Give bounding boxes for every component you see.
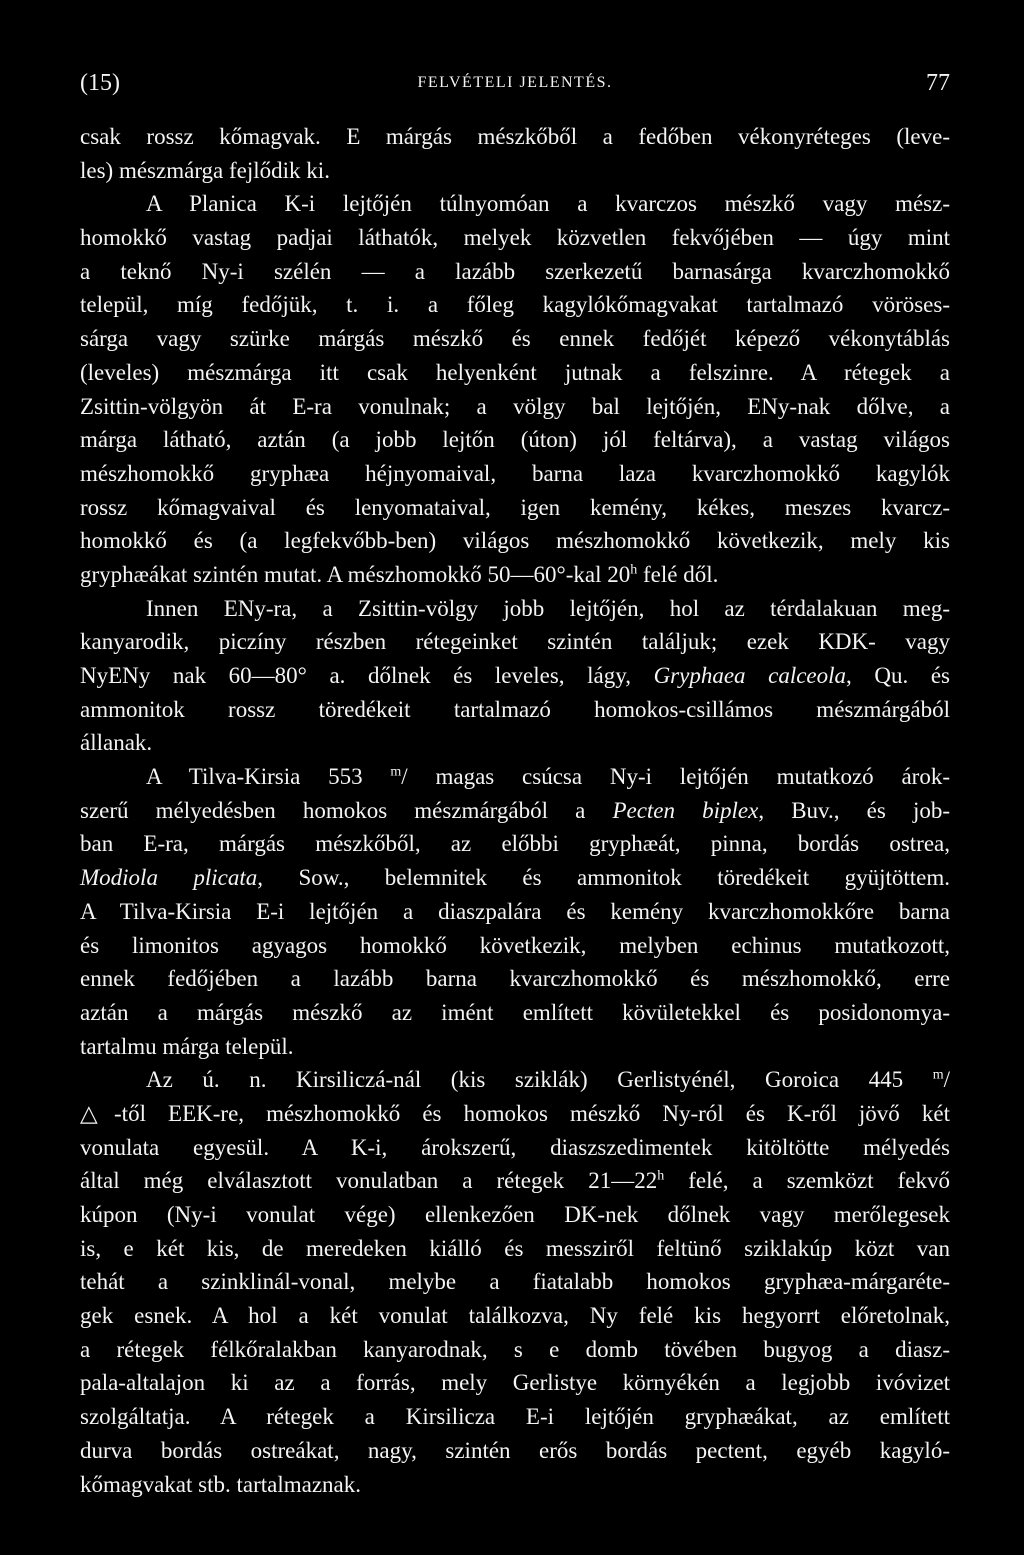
text-line (80, 1265, 950, 1299)
text-line (80, 288, 950, 322)
text-run: les) mészmárga fejlődik ki. (80, 157, 330, 183)
text-run: és limonitos agyagos homokkő következik, melyben echinus mutatkozott, (80, 932, 950, 958)
text-line (80, 322, 950, 356)
running-title: FELVÉTELI JELENTÉS. (417, 74, 613, 91)
text-line (80, 625, 950, 659)
text-run: kőmagvakat stb. tartalmaznak. (80, 1471, 362, 1497)
text-run: homokkő vastag padjai láthatók, melyek közvetlen fekvőjében — úgy mint (80, 225, 950, 251)
text-run: települ, míg fedőjük, t. i. a főleg kagylókőmagvakat tartalmazó vöröses- (80, 292, 950, 318)
superscript: m (932, 1067, 944, 1083)
text-run: , Buv., és job- (758, 797, 951, 823)
text-run: állanak. (80, 730, 153, 756)
text-line (80, 1131, 950, 1165)
text-line (80, 659, 950, 693)
text-run: △-től EEK-re, mészhomokkő és homokos mészkő Ny-ról és K-ről jövő két (80, 1100, 950, 1126)
text-line (80, 524, 950, 558)
text-run: durva bordás ostreákat, nagy, szintén erős bordás pectent, egyéb kagyló- (80, 1437, 950, 1463)
text-run: pala-altalajon ki az a forrás, mely Gerlistye környékén a legjobb ivóvizet (80, 1370, 950, 1396)
text-run: Innen ENy-ra, a Zsittin-völgy jobb lejtőjén, hol az térdalakuan meg- (146, 595, 950, 621)
text-run: NyENy nak 60—80° a. dőlnek és leveles, lágy, (80, 663, 654, 688)
text-run: gryphæákat szintén mutat. A mészhomokkő 50—60°-kal 20 (80, 561, 631, 587)
text-line (80, 827, 950, 861)
text-run: A Tilva-Kirsia E-i lejtőjén a diaszpalára és kemény kvarczhomokkőre barna (80, 898, 950, 924)
text-line (80, 996, 950, 1030)
text-run: A Planica K-i lejtőjén túlnyomóan a kvarczos mészkő vagy mész- (146, 191, 950, 217)
text-run: tehát a szinklinál-vonal, melybe a fiatalabb homokos gryphæa-márgaréte- (80, 1269, 950, 1295)
page-section-number: (15) (80, 70, 120, 96)
text-run: szerű mélyedésben homokos mészmárgából a (80, 797, 613, 823)
text-run: felé, a szemközt fekvő (664, 1168, 950, 1194)
text-line (80, 760, 950, 794)
text-run: (leveles) mészmárga itt csak helyenként jutnak a felszinre. A rétegek a (80, 359, 950, 385)
text-line (80, 390, 950, 424)
text-run: / (943, 1067, 950, 1093)
text-line (80, 558, 950, 592)
text-line (80, 693, 950, 727)
text-run: gek esnek. A hol a két vonulat találkozva, Ny felé kis hegyorrt előretolnak, (80, 1303, 950, 1329)
text-run: tartalmu márga települ. (80, 1033, 294, 1059)
text-line (80, 1097, 950, 1131)
text-line (80, 1400, 950, 1434)
text-line (80, 962, 950, 996)
text-run: Az ú. n. Kirsiliczá-nál (kis sziklák) Gerlistyénél, Goroica 445 (146, 1067, 933, 1093)
text-run: vonulata egyesül. A K-i, árokszerű, diaszszedimentek kitöltötte mélyedés (80, 1134, 950, 1160)
text-run: szolgáltatja. A rétegek a Kirsilicza E-i lejtőjén gryphæákat, az említett (80, 1404, 950, 1430)
text-line (80, 457, 950, 491)
text-run: ban E-ra, márgás mészkőből, az előbbi gryphæát, pinna, bordás ostrea, (80, 831, 950, 857)
text-line (80, 1063, 950, 1097)
text-run: ammonitok rossz töredékeit tartalmazó homokos-csillámos mészmárgából (80, 696, 950, 722)
text-run: sárga vagy szürke márgás mészkő és ennek fedőjét képező vékonytáblás (80, 326, 950, 352)
text-run: ennek fedőjében a lazább barna kvarczhomokkő és mészhomokkő, erre (80, 966, 950, 992)
text-line (80, 726, 950, 760)
text-run: mészhomokkő gryphæa héjnyomaival, barna laza kvarczhomokkő kagylók (80, 460, 950, 486)
superscript: m (390, 764, 402, 780)
text-run: A Tilva-Kirsia 553 (146, 764, 391, 790)
text-line (80, 1299, 950, 1333)
body-text (80, 120, 950, 1501)
text-run: / magas csúcsa Ny-i lejtőjén mutatkozó árok- (401, 764, 950, 790)
text-line (80, 187, 950, 221)
italic-text: Pecten biplex (612, 797, 759, 823)
text-line (80, 154, 950, 188)
text-line (80, 929, 950, 963)
text-line (80, 491, 950, 525)
text-run: felé dől. (637, 561, 719, 587)
text-run: is, e két kis, de meredeken kiálló és messziről feltünő sziklakúp közt van (80, 1235, 950, 1261)
text-line (80, 423, 950, 457)
text-line (80, 895, 950, 929)
text-run: rossz kőmagvaival és lenyomataival, igen kemény, kékes, meszes kvarcz- (80, 494, 950, 520)
text-run: , Qu. és (846, 663, 950, 688)
text-line (80, 120, 950, 154)
text-run: által még elválasztott vonulatban a rétegek 21—22 (80, 1168, 658, 1194)
superscript: h (630, 562, 638, 578)
italic-text: Modiola plicata (80, 865, 258, 891)
italic-text: Gryphaea calceola (653, 663, 847, 688)
page-header (80, 66, 950, 100)
text-run: kúpon (Ny-i vonulat vége) ellenkezően DK-nek dőlnek vagy merőlegesek (80, 1202, 950, 1227)
text-run: márga látható, aztán (a jobb lejtőn (úton) jól feltárva), a vastag világos (80, 427, 950, 453)
text-run: , Sow., belemnitek és ammonitok töredékeit gyüjtöttem. (257, 865, 951, 891)
superscript: h (657, 1168, 665, 1184)
page-number: 77 (926, 70, 950, 96)
text-line (80, 1468, 950, 1502)
text-line (80, 1030, 950, 1064)
text-run: aztán a márgás mészkő az imént említett kövületekkel és posidonomya- (80, 999, 950, 1025)
text-line (80, 1198, 950, 1232)
text-run: kanyarodik, piczíny részben rétegeinket szintén találjuk; ezek KDK- vagy (80, 629, 950, 655)
text-line (80, 592, 950, 626)
text-line (80, 1434, 950, 1468)
text-line (80, 356, 950, 390)
text-run: csak rossz kőmagvak. E márgás mészkőből a fedőben vékonyréteges (leve- (80, 124, 950, 149)
text-run: Zsittin-völgyön át E-ra vonulnak; a völgy bal lejtőjén, ENy-nak dőlve, a (80, 393, 950, 419)
text-run: a rétegek félkőralakban kanyarodnak, s e domb tövében bugyog a diasz- (80, 1336, 950, 1362)
text-line (80, 1366, 950, 1400)
text-line (80, 1232, 950, 1266)
text-line (80, 1333, 950, 1367)
text-line (80, 255, 950, 289)
text-line (80, 861, 950, 895)
text-line (80, 221, 950, 255)
text-run: a teknő Ny-i szélén — a lazább szerkezetű barnasárga kvarczhomokkő (80, 258, 950, 284)
text-line (80, 1164, 950, 1198)
text-line (80, 794, 950, 828)
text-run: homokkő és (a legfekvőbb-ben) világos mészhomokkő következik, mely kis (80, 528, 950, 554)
